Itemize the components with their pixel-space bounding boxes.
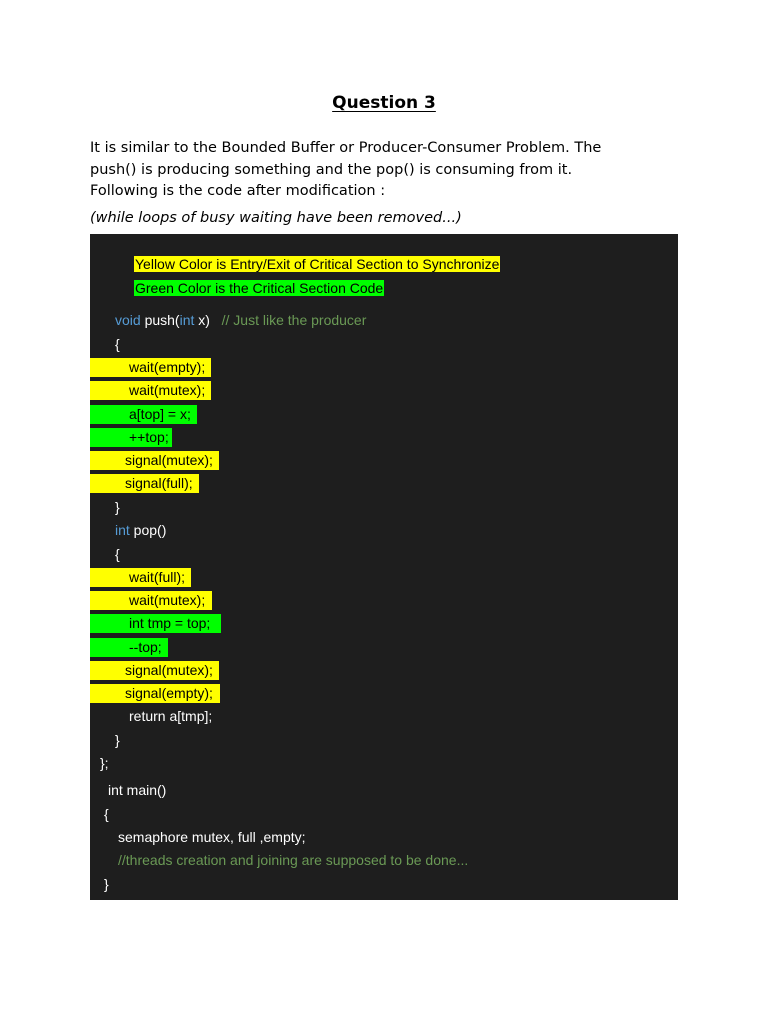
code-comment: // Just like the producer [221,312,367,328]
paragraph-line: It is similar to the Bounded Buffer or Producer-Consumer Problem. The [90,140,602,156]
brace-open: { [115,546,120,562]
class-close: }; [100,755,109,771]
keyword: void [115,312,141,328]
brace-close: } [115,732,120,748]
code-line: wait(mutex); [129,382,206,398]
code-line: a[top] = x; [129,406,191,422]
question-title: Question 3 [332,93,436,113]
code-line: wait(mutex); [129,592,206,608]
keyword: int [115,522,130,538]
pop-signature [115,521,166,540]
parameter: x) [194,312,222,328]
push-signature [115,311,366,330]
code-line: ++top; [129,429,169,445]
paragraph-line: push() is producing something and the pop() is consuming from it. [90,161,573,178]
function-name: pop() [129,522,167,538]
code-line: wait(full); [129,569,186,585]
main-signature: int main() [108,782,167,798]
main-declaration: semaphore mutex, full ,empty; [118,829,306,845]
paragraph-line: Following is the code after modification : [90,183,386,199]
legend-green-line [134,279,384,298]
legend-green-text: Green Color is the Critical Section Code [135,280,384,296]
code-line: --top; [129,639,162,655]
question-note: (while loops of busy waiting have been removed...) [90,210,462,226]
return-line: return a[tmp]; [129,708,213,724]
legend-yellow-line [134,255,500,274]
brace-open: { [115,336,120,352]
code-line: wait(empty); [129,359,206,375]
keyword: int [179,312,195,328]
code-block [90,234,678,900]
legend-yellow-text: Yellow Color is Entry/Exit of Critical Section to Synchronize [135,256,500,272]
question-paragraph [90,138,690,203]
brace-open: { [104,806,109,822]
code-line: signal(empty); [125,685,213,701]
code-line: signal(full); [125,475,193,491]
brace-close: } [115,499,120,515]
brace-close: } [104,876,109,892]
code-line: signal(mutex); [125,452,213,468]
code-line: int tmp = top; [129,615,211,631]
function-name: push( [140,312,180,328]
code-line: signal(mutex); [125,662,213,678]
code-comment: //threads creation and joining are supposed to be done... [118,852,469,868]
